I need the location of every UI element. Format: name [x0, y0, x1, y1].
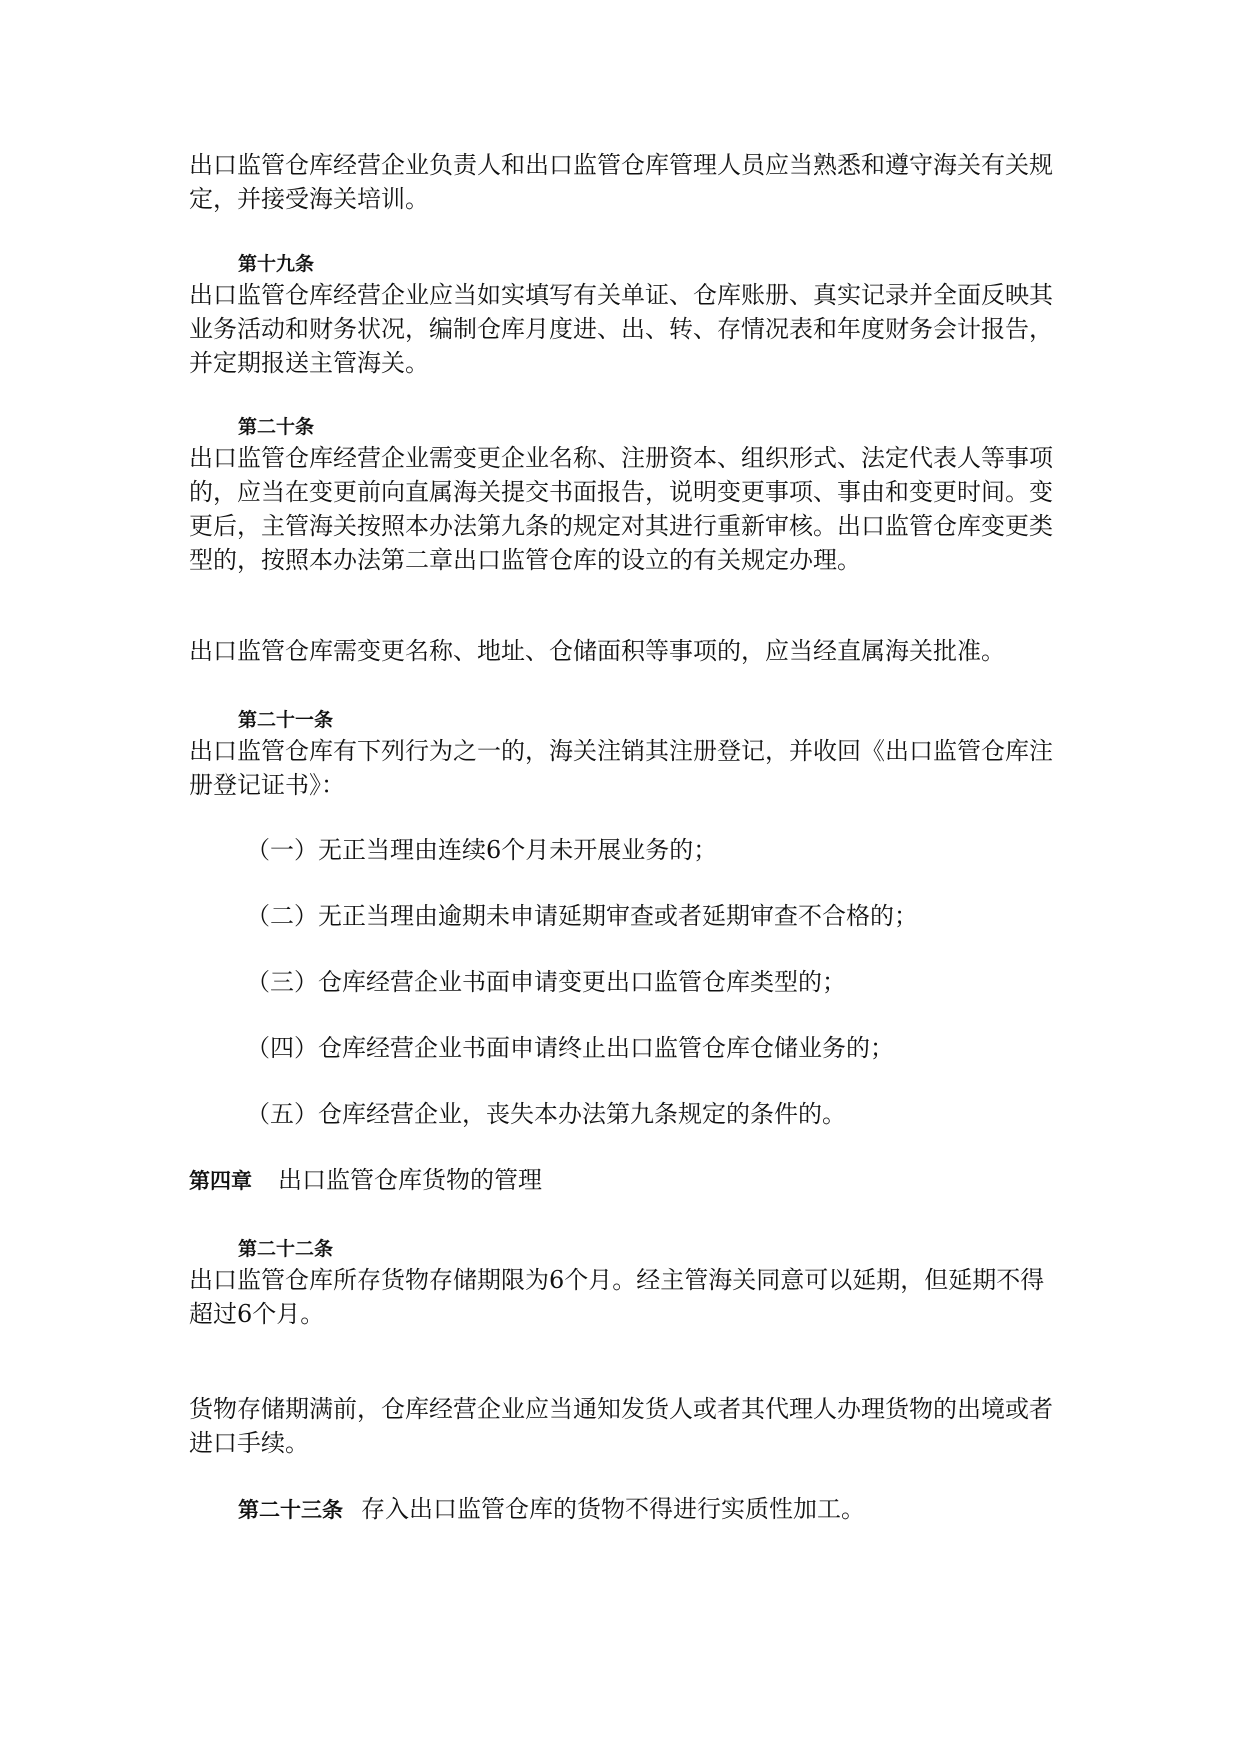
article-19-body: 出口监管仓库经营企业应当如实填写有关单证、仓库账册、真实记录并全面反映其业务活动和财务状况，编制仓库月度进、出、转、存情况表和年度财务会计报告，并定期报送主管海关。	[189, 281, 1053, 377]
article-21-body: 出口监管仓库有下列行为之一的，海关注销其注册登记，并收回《出口监管仓库注册登记证书》：	[189, 737, 1053, 799]
article-20-body: 出口监管仓库经营企业需变更企业名称、注册资本、组织形式、法定代表人等事项的，应当在变更前向直属海关提交书面报告，说明变更事项、事由和变更时间。变更后，主管海关按照本办法第九条的规定对其进行重新审核。出口监管仓库变更类型的，按照本办法第二章出口监管仓库的设立的有关规定办理。	[189, 444, 1053, 574]
article-22-paragraph-2: 货物存储期满前，仓库经营企业应当通知发货人或者其代理人办理货物的出境或者进口手续。	[189, 1395, 1053, 1457]
article-23	[238, 1492, 865, 1527]
article-21-item-1: （一）无正当理由连续6个月未开展业务的；	[246, 836, 718, 864]
article-22-heading: 第二十二条	[238, 1238, 334, 1260]
chapter-number: 第四章	[189, 1168, 252, 1193]
chapter-title: 出口监管仓库货物的管理	[278, 1166, 542, 1194]
article-20-heading: 第二十条	[238, 416, 315, 438]
article-21-heading: 第二十一条	[238, 709, 334, 731]
chapter-4-heading	[189, 1163, 542, 1198]
article-21-item-5: （五）仓库经营企业，丧失本办法第九条规定的条件的。	[246, 1100, 846, 1128]
article-23-heading: 第二十三条	[238, 1497, 343, 1522]
article-21-item-2: （二）无正当理由逾期未申请延期审查或者延期审查不合格的；	[246, 902, 918, 930]
paragraph-staff-training: 出口监管仓库经营企业负责人和出口监管仓库管理人员应当熟悉和遵守海关有关规定，并接受海关培训。	[189, 151, 1053, 213]
article-21-item-3: （三）仓库经营企业书面申请变更出口监管仓库类型的；	[246, 968, 846, 996]
article-22-body: 出口监管仓库所存货物存储期限为6个月。经主管海关同意可以延期，但延期不得超过6个月。	[189, 1266, 1045, 1328]
article-19-heading: 第十九条	[238, 253, 315, 275]
article-21-item-4: （四）仓库经营企业书面申请终止出口监管仓库仓储业务的；	[246, 1034, 894, 1062]
article-23-body: 存入出口监管仓库的货物不得进行实质性加工。	[361, 1495, 865, 1523]
article-20-paragraph-2: 出口监管仓库需变更名称、地址、仓储面积等事项的，应当经直属海关批准。	[189, 637, 1005, 665]
